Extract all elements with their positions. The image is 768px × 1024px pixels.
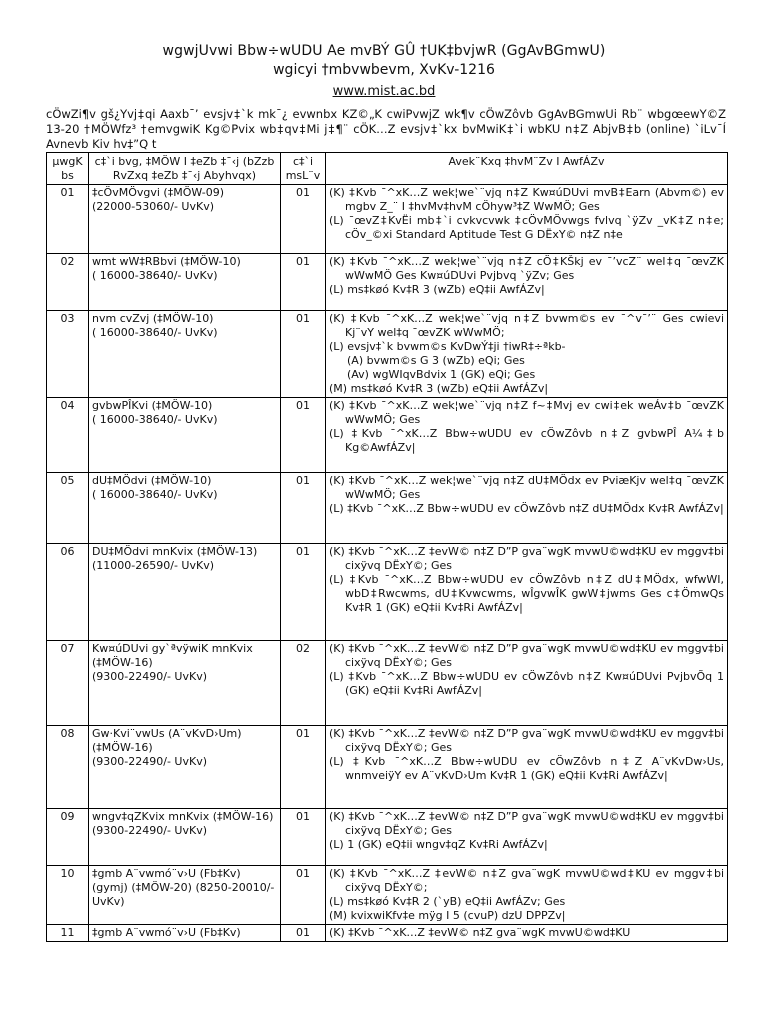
post-quantity: 01: [281, 311, 326, 398]
requirement-item: (Av) wgWIqvBdvix 1 (GK) eQi; Ges: [347, 368, 536, 381]
table-row: [47, 185, 728, 254]
requirements-cell: [326, 925, 728, 942]
post-cell: [89, 185, 281, 254]
pay-scale: (9300-22490/- UvKv): [92, 824, 207, 837]
requirement-item: (K) ‡Kvb ¯^xK…Z ‡evW© n‡Z D”P gva¨wgK mvwU©wd‡KU ev mggv‡bi cixÿvq DËxY©; Ges: [329, 545, 724, 572]
table-row: [47, 473, 728, 544]
pay-scale: (9300-22490/- UvKv): [92, 670, 207, 683]
requirement-item: (L) evsjv‡`k bvwm©s KvDwÝ‡ji †iwR‡÷ªkb-: [329, 340, 566, 353]
post-cell: [89, 925, 281, 942]
requirement-item: (K) ‡Kvb ¯^xK…Z ‡evW© n‡Z D”P gva¨wgK mvwU©wd‡KU ev mggv‡bi cixÿvq DËxY©; Ges: [329, 727, 724, 754]
requirement-item: (L) 1 (GK) eQ‡ii wngv‡qZ Kv‡Ri AwfÁZv|: [329, 838, 548, 851]
requirement-item: (K) ‡Kvb ¯^xK…Z ‡evW© n‡Z gva¨wgK mvwU©wd‡KU: [329, 926, 631, 939]
pay-scale: ( 16000-38640/- UvKv): [92, 326, 218, 339]
requirement-item: (L) ‡Kvb ¯^xK…Z Bbw÷wUDU ev cÖwZôvb n‡Z gvbwPÎ A¼‡b Kg©AwfÁZv|: [329, 427, 724, 454]
post-quantity: 01: [281, 473, 326, 544]
vacancy-rows: [47, 185, 728, 942]
institute-name: wgwjUvwi Bbw÷wUDU Ae mvBÝ GÛ †UK‡bvjwR (GgAvBGmwU): [162, 43, 606, 59]
post-quantity: 01: [281, 544, 326, 641]
post-title: ‡gmb A¨vwmó¨v›U (Fb‡Kv): [92, 867, 241, 880]
serial-number: 10: [47, 866, 89, 925]
serial-number: 02: [47, 254, 89, 311]
requirement-item: (K) ‡Kvb ¯^xK…Z wek¦we`¨vjq n‡Z Kw¤úDUvi mvB‡Earn (Abvm©) ev mgbv Z_¨ I ‡hvMv‡hvM cÖhyw³‡Z WwMÖ; Ges: [329, 186, 724, 213]
table-row: [47, 726, 728, 809]
pay-scale: ( 16000-38640/- UvKv): [92, 413, 218, 426]
post-quantity: 02: [281, 641, 326, 726]
requirements-cell: [326, 254, 728, 311]
serial-number: 01: [47, 185, 89, 254]
institute-address: wgicyi †mbvwbevm, XvKv-1216: [273, 62, 495, 78]
post-title: ‡gmb A¨vwmó¨v›U (Fb‡Kv): [92, 926, 241, 939]
requirement-item: (A) bvwm©s G 3 (wZb) eQi; Ges: [347, 354, 525, 367]
requirement-item: (K) ‡Kvb ¯^xK…Z ‡evW© n‡Z D”P gva¨wgK mvwU©wd‡KU ev mggv‡bi cixÿvq DËxY©; Ges: [329, 642, 724, 669]
serial-number: 05: [47, 473, 89, 544]
requirements-cell: [326, 641, 728, 726]
pay-scale: (9300-22490/- UvKv): [92, 755, 207, 768]
requirement-item: (M) kvixwiKfv‡e mÿg I 5 (cvuP) dzU DPPZv|: [329, 909, 566, 922]
requirement-item: (L) ‡Kvb ¯^xK…Z Bbw÷wUDU ev cÖwZôvb n‡Z dU‡MÖdx, wfwWI, wbD‡Rwcwms, dU‡Kvwcwms, wÎgvwÎK gwW‡jwms Ges c‡ÖmwQs Kv‡R 1 (GK) eQ‡ii Kv‡Ri AwfÁZv|: [329, 573, 724, 614]
post-cell: [89, 544, 281, 641]
post-title: ‡cÖvMÖvgvi (‡MÖW-09): [92, 186, 225, 199]
pay-scale: ( 16000-38640/- UvKv): [92, 269, 218, 282]
serial-number: 11: [47, 925, 89, 942]
requirements-cell: [326, 544, 728, 641]
post-title: wngv‡qZKvix mnKvix (‡MÖW-16): [92, 810, 274, 823]
post-quantity: 01: [281, 925, 326, 942]
post-quantity: 01: [281, 809, 326, 866]
serial-number: 06: [47, 544, 89, 641]
pay-scale: (gymj) (‡MÖW-20) (8250-20010/- UvKv): [92, 881, 275, 908]
post-quantity: 01: [281, 726, 326, 809]
post-cell: [89, 311, 281, 398]
requirement-item: (L) ¯œvZ‡KvËi mb‡`i cvkvcvwk ‡cÖvMÖvwgs fvlvq `ÿZv _vK‡Z n‡e; cÖv_©xi Standard Aptitude Test G DËxY© n‡Z n‡e: [329, 214, 724, 241]
requirement-item: (K) ‡Kvb ¯^xK…Z wek¦we`¨vjq n‡Z dU‡MÖdx ev PviæKjv wel‡q ¯œvZK wWwMÖ; Ges: [329, 474, 724, 501]
requirement-item: (K) ‡Kvb ¯^xK…Z wek¦we`¨vjq n‡Z f~‡Mvj ev cwi‡ek weÁv‡b ¯œvZK wWwMÖ; Ges: [329, 399, 724, 426]
requirements-cell: [326, 398, 728, 473]
requirement-item: (L) ms‡køó Kv‡R 2 (`yB) eQ‡ii AwfÁZv; Ges: [329, 895, 566, 908]
requirement-item: (L) ‡Kvb ¯^xK…Z Bbw÷wUDU ev cÖwZôvb n‡Z Kw¤úDUvi PvjbvÕq 1 (GK) eQ‡ii Kv‡Ri AwfÁZv|: [329, 670, 724, 697]
post-title: Gw·Kvi¨vwUs (A¨vKvD›Um) (‡MÖW-16): [92, 727, 242, 754]
post-cell: [89, 641, 281, 726]
serial-number: 08: [47, 726, 89, 809]
header-quantity: c‡`i msL¨v: [281, 153, 326, 185]
post-title: DU‡MÖdvi mnKvix (‡MÖW-13): [92, 545, 258, 558]
requirement-item: (K) ‡Kvb ¯^xK…Z ‡evW© n‡Z gva¨wgK mvwU©wd‡KU ev mggv‡bi cixÿvq DËxY©;: [329, 867, 724, 894]
table-header-row: [47, 153, 728, 185]
post-quantity: 01: [281, 866, 326, 925]
vacancy-table: [46, 152, 728, 942]
requirements-cell: [326, 809, 728, 866]
serial-number: 09: [47, 809, 89, 866]
post-quantity: 01: [281, 398, 326, 473]
requirement-item: (K) ‡Kvb ¯^xK…Z wek¦we`¨vjq n‡Z bvwm©s ev ¯^v¯’¨ Ges cwievi Kj¨vY wel‡q ¯œvZK wWwMÖ;: [329, 312, 724, 339]
table-row: [47, 311, 728, 398]
post-cell: [89, 809, 281, 866]
post-title: gvbwPÎKvi (‡MÖW-10): [92, 399, 213, 412]
requirements-cell: [326, 726, 728, 809]
website-link[interactable]: www.mist.ac.bd: [332, 84, 436, 99]
header-requirements: Avek¨Kxq ‡hvM¨Zv I AwfÁZv: [326, 153, 728, 185]
table-row: [47, 254, 728, 311]
requirements-cell: [326, 866, 728, 925]
requirement-item: (K) ‡Kvb ¯^xK…Z ‡evW© n‡Z D”P gva¨wgK mvwU©wd‡KU ev mggv‡bi cixÿvq DËxY©; Ges: [329, 810, 724, 837]
header-serial: µwgK bs: [47, 153, 89, 185]
post-title: dU‡MÖdvi (‡MÖW-10): [92, 474, 212, 487]
page-header: [0, 0, 768, 101]
table-row: [47, 544, 728, 641]
requirement-item: (M) ms‡køó Kv‡R 3 (wZb) eQ‡ii AwfÁZv|: [329, 382, 549, 395]
pay-scale: (11000-26590/- UvKv): [92, 559, 214, 572]
table-row: [47, 925, 728, 942]
table-row: [47, 398, 728, 473]
pay-scale: ( 16000-38640/- UvKv): [92, 488, 218, 501]
post-title: Kw¤úDUvi gy`ªvÿwiK mnKvix (‡MÖW-16): [92, 642, 253, 669]
post-quantity: 01: [281, 185, 326, 254]
post-cell: [89, 473, 281, 544]
pay-scale: (22000-53060/- UvKv): [92, 200, 214, 213]
post-title: wmt wW‡RBbvi (‡MÖW-10): [92, 255, 241, 268]
post-cell: [89, 866, 281, 925]
requirements-cell: [326, 473, 728, 544]
intro-paragraph: cÖwZi¶v gš¿Yvj‡qi Aaxb¯’ evsjv‡`k mk¯¿ evwnbx KZ©„K cwiPvwjZ wk¶v cÖwZôvb GgAvBGmwUi Rb¨ wbgœewY©Z 13-20 †MÖWfz³ †emvgwiK Kg©Pvix wb‡qv‡Mi j‡¶¨ cÖK…Z evsjv‡`kx bvMwiK‡`i wbKU n‡Z AbjvB‡b (online) `iLv¯Í Avnevb Kiv hv‡”Q t: [46, 107, 726, 151]
post-quantity: 01: [281, 254, 326, 311]
post-cell: [89, 726, 281, 809]
requirement-item: (L) ‡Kvb ¯^xK…Z Bbw÷wUDU ev cÖwZôvb n‡Z dU‡MÖdx Kv‡R AwfÁZv|: [329, 502, 724, 515]
table-row: [47, 809, 728, 866]
requirement-item: (K) ‡Kvb ¯^xK…Z wek¦we`¨vjq n‡Z cÖ‡KŠkj ev ¯’vcZ¨ wel‡q ¯œvZK wWwMÖ Ges Kw¤úDUvi Pvjbvq `ÿZv; Ges: [329, 255, 724, 282]
header-post: c‡`i bvg, ‡MÖW I ‡eZb ‡¯‹j (bZzb RvZxq ‡eZb ‡¯‹j Abyhvqx): [89, 153, 281, 185]
requirement-item: (L) ms‡køó Kv‡R 3 (wZb) eQ‡ii AwfÁZv|: [329, 283, 545, 296]
requirement-item: (L) ‡Kvb ¯^xK…Z Bbw÷wUDU ev cÖwZôvb n‡Z A¨vKvDw›Us, wnmveiÿY ev A¨vKvD›Um Kv‡R 1 (GK) eQ‡ii Kv‡Ri AwfÁZv|: [329, 755, 724, 782]
serial-number: 07: [47, 641, 89, 726]
requirements-cell: [326, 185, 728, 254]
requirements-cell: [326, 311, 728, 398]
post-title: nvm cvZvj (‡MÖW-10): [92, 312, 214, 325]
table-row: [47, 866, 728, 925]
table-row: [47, 641, 728, 726]
post-cell: [89, 254, 281, 311]
serial-number: 04: [47, 398, 89, 473]
serial-number: 03: [47, 311, 89, 398]
post-cell: [89, 398, 281, 473]
